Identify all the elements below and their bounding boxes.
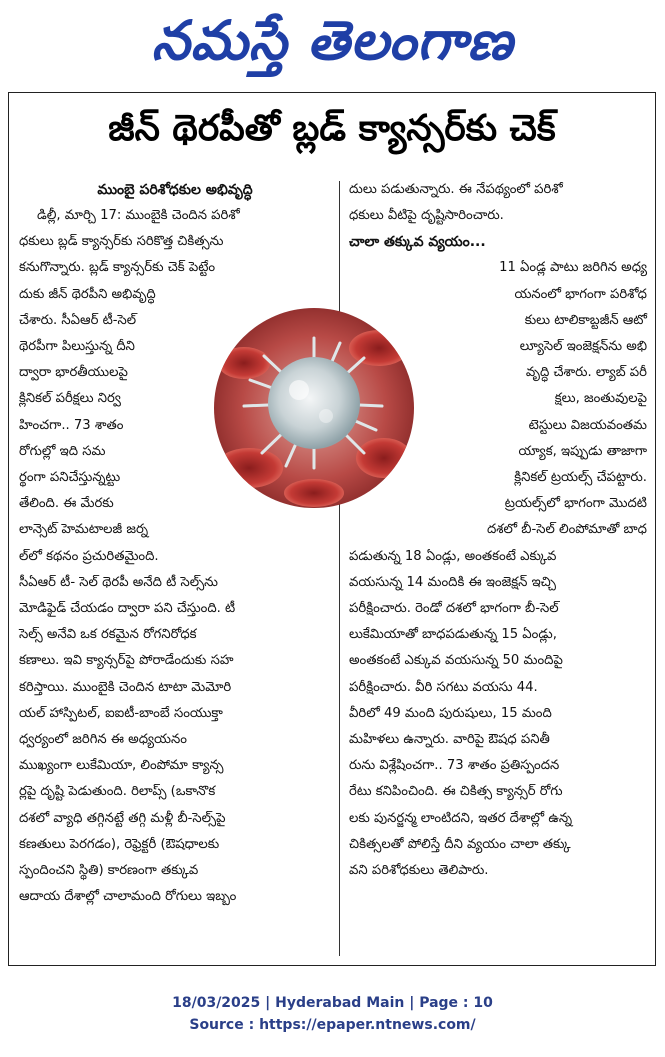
article-text-line: సెల్స్ అనేవి ఒక రకమైన రోగనిరోధక xyxy=(19,627,197,643)
cancer-cell-illustration xyxy=(214,308,414,508)
article-text-line: వని పరిశోధకులు తెలిపారు. xyxy=(349,863,489,879)
article-text-line: దశలో వ్యాధి తగ్గినట్టే తగ్గి మళ్లీ బీ-సెల్స్‌పై xyxy=(19,810,226,826)
article-text-line: క్లినికల్ పరీక్షలు నిర్వ xyxy=(19,391,121,407)
article-text-line: య్యాక, ఇప్పుడు తాజాగా xyxy=(518,443,647,459)
article-text-line: వయసున్న 14 మందికి ఈ ఇంజెక్షన్ ఇచ్చి xyxy=(349,574,557,590)
article-text-line: క్షలు, జంతువులపై xyxy=(554,391,647,407)
article-text-line: యల్ హాస్పిటల్, ఐఐటీ-బాంబే సంయుక్తా xyxy=(19,705,223,721)
article-text-line: దుకు జీన్ థెరపీని అభివృద్ధి xyxy=(19,286,156,302)
article-text-line: లాన్సెట్ హెమటాలజీ జర్న xyxy=(19,522,149,538)
article-text-line: 11 ఏండ్ల పాటు జరిగిన అధ్య xyxy=(499,260,647,276)
page-footer xyxy=(0,992,665,1036)
newspaper-logo: నమస్తే తెలంగాణ xyxy=(151,9,514,72)
cancer-cell-photo xyxy=(214,308,414,508)
article-text-line: మహిళలు ఉన్నారు. వారిపై ఔషధ పనితీ xyxy=(349,732,550,748)
article-text-line: వృద్ధి చేశారు. ల్యాబ్ పరీ xyxy=(525,365,647,381)
article-text-line: పరీక్షించారు. రెండో దశలో భాగంగా బీ-సెల్ xyxy=(349,601,559,617)
article-text-line: పరీక్షించారు. వీరి సగటు వయసు 44. xyxy=(349,679,538,695)
article-text-line: కణాలు. ఇవి క్యాన్సర్‌పై పోరాడేందుకు సహ xyxy=(19,653,234,669)
article-text-line: లకు పునర్జన్మ లాంటిదని, ఇతర దేశాల్లో ఉన్న xyxy=(349,810,573,826)
article-right-column xyxy=(349,177,647,884)
article-text-line: ముఖ్యంగా లుకేమియా, లింపోమా క్యాన్స xyxy=(19,758,224,774)
source-link: Source : https://epaper.ntnews.com/ xyxy=(189,1017,476,1033)
article-text-line: లుకేమియాతో బాధపడుతున్న 15 ఏండ్లు, xyxy=(349,627,557,643)
article-headline: జీన్ థెరపీతో బ్లడ్ క్యాన్సర్‌కు చెక్ xyxy=(108,108,556,149)
article-text-line: క్లినికల్ ట్రయల్స్ చేపట్టారు. xyxy=(514,470,647,486)
article-subheading: ముంబై పరిశోధకుల అభివృద్ధి xyxy=(97,182,253,198)
article-frame xyxy=(8,92,656,966)
article-text-line: కులు టాలికాబ్టజీన్ ఆటో xyxy=(524,312,647,328)
article-text-line: అంతకంటే ఎక్కువ వయసున్న 50 మందిపై xyxy=(349,653,563,669)
article-text-line: ల్‌లో కథనం ప్రచురితమైంది. xyxy=(19,548,159,564)
article-text-line: డిల్లీ, మార్చి 17: ముంబైకి చెందిన పరిశో xyxy=(37,208,240,223)
article-text-line: చికిత్సలతో పోలిస్తే దీని వ్యయం చాలా తక్కు xyxy=(349,836,571,852)
article-text-line: ఆదాయ దేశాల్లో చాలామంది రోగులు ఇబ్బం xyxy=(19,889,237,905)
article-text-line: ద్వారా భారతీయులపై xyxy=(19,365,128,381)
article-text-line: థెరపీగా పిలుస్తున్న దీని xyxy=(19,339,135,355)
article-left-column xyxy=(19,177,331,910)
article-text-line: సీఏఆర్ టీ- సెల్ థెరపీ అనేది టీ సెల్స్‌ను xyxy=(19,574,218,590)
article-text-line: ట్రయల్స్‌లో భాగంగా మొదటి xyxy=(504,496,647,512)
article-text-line: ల్యూసెల్ ఇంజెక్షన్‌ను అభి xyxy=(519,339,647,355)
article-text-line: ధ్వర్యంలో జరిగిన ఈ అధ్యయనం xyxy=(19,732,187,748)
article-text-line: కనుగొన్నారు. బ్లడ్ క్యాన్సర్‌కు చెక్ పెట్టేం xyxy=(19,260,216,276)
article-text-line: దశలో బీ-సెల్ లింపోమాతో బాధ xyxy=(486,522,647,538)
article-text-line: రును విశ్లేషించగా.. 73 శాతం ప్రతిస్పందన xyxy=(349,758,560,774)
article-text-line: ధకులు బ్లడ్ క్యాన్సర్‌కు సరికొత్త చికిత్సను xyxy=(19,234,224,250)
article-text-line: ర్లపై దృష్టి పెడుతుంది. రిలాప్స్ (ఒకానొక xyxy=(19,784,216,800)
article-text-line: ర్థంగా పనిచేస్తున్నట్టు xyxy=(19,470,121,486)
article-text-line: ధకులు వీటిపై దృష్టిసారించారు. xyxy=(349,208,504,224)
masthead xyxy=(0,0,665,82)
article-text-line: కరిస్తాయి. ముంబైకి చెందిన టాటా మెమోరి xyxy=(19,679,232,695)
edition-info: 18/03/2025 | Hyderabad Main | Page : 10 xyxy=(172,995,493,1011)
article-text-line: కణతులు పెరగడం), రెఫ్రెక్టరీ (ఔషధాలకు xyxy=(19,836,220,852)
article-text-line: టెస్టులు విజయవంతమ xyxy=(528,417,647,433)
article-text-line: తేలింది. ఈ మేరకు xyxy=(19,496,114,512)
article-text-line: రేటు కనిపించింది. ఈ చికిత్స క్యాన్సర్ రోగు xyxy=(349,784,563,800)
article-text-line: రోగుల్లో ఇది సమ xyxy=(19,443,106,459)
left-column-text xyxy=(19,203,331,910)
article-text-line: చేశారు. సీఏఆర్ టీ-సెల్ xyxy=(19,312,137,328)
column-divider xyxy=(339,181,340,956)
article-text-line: యనంలో భాగంగా పరిశోధ xyxy=(514,286,647,302)
article-text-line: హించగా.. 73 శాతం xyxy=(19,417,124,433)
article-text-line: వీరిలో 49 మంది పురుషులు, 15 మంది xyxy=(349,705,552,721)
section-subheading: చాలా తక్కువ వ్యయం... xyxy=(349,234,486,251)
right-column-top-text xyxy=(349,177,647,229)
article-text-line: మోడిఫైడ్ చేయడం ద్వారా పని చేస్తుంది. టీ xyxy=(19,601,236,617)
article-text-line: దులు పడుతున్నారు. ఈ నేపథ్యంలో పరిశో xyxy=(349,182,563,197)
article-text-line: పడుతున్న 18 ఏండ్లు, అంతకంటే ఎక్కువ xyxy=(349,548,557,564)
article-text-line: స్పందించని స్థితి) కారణంగా తక్కువ xyxy=(19,863,199,879)
